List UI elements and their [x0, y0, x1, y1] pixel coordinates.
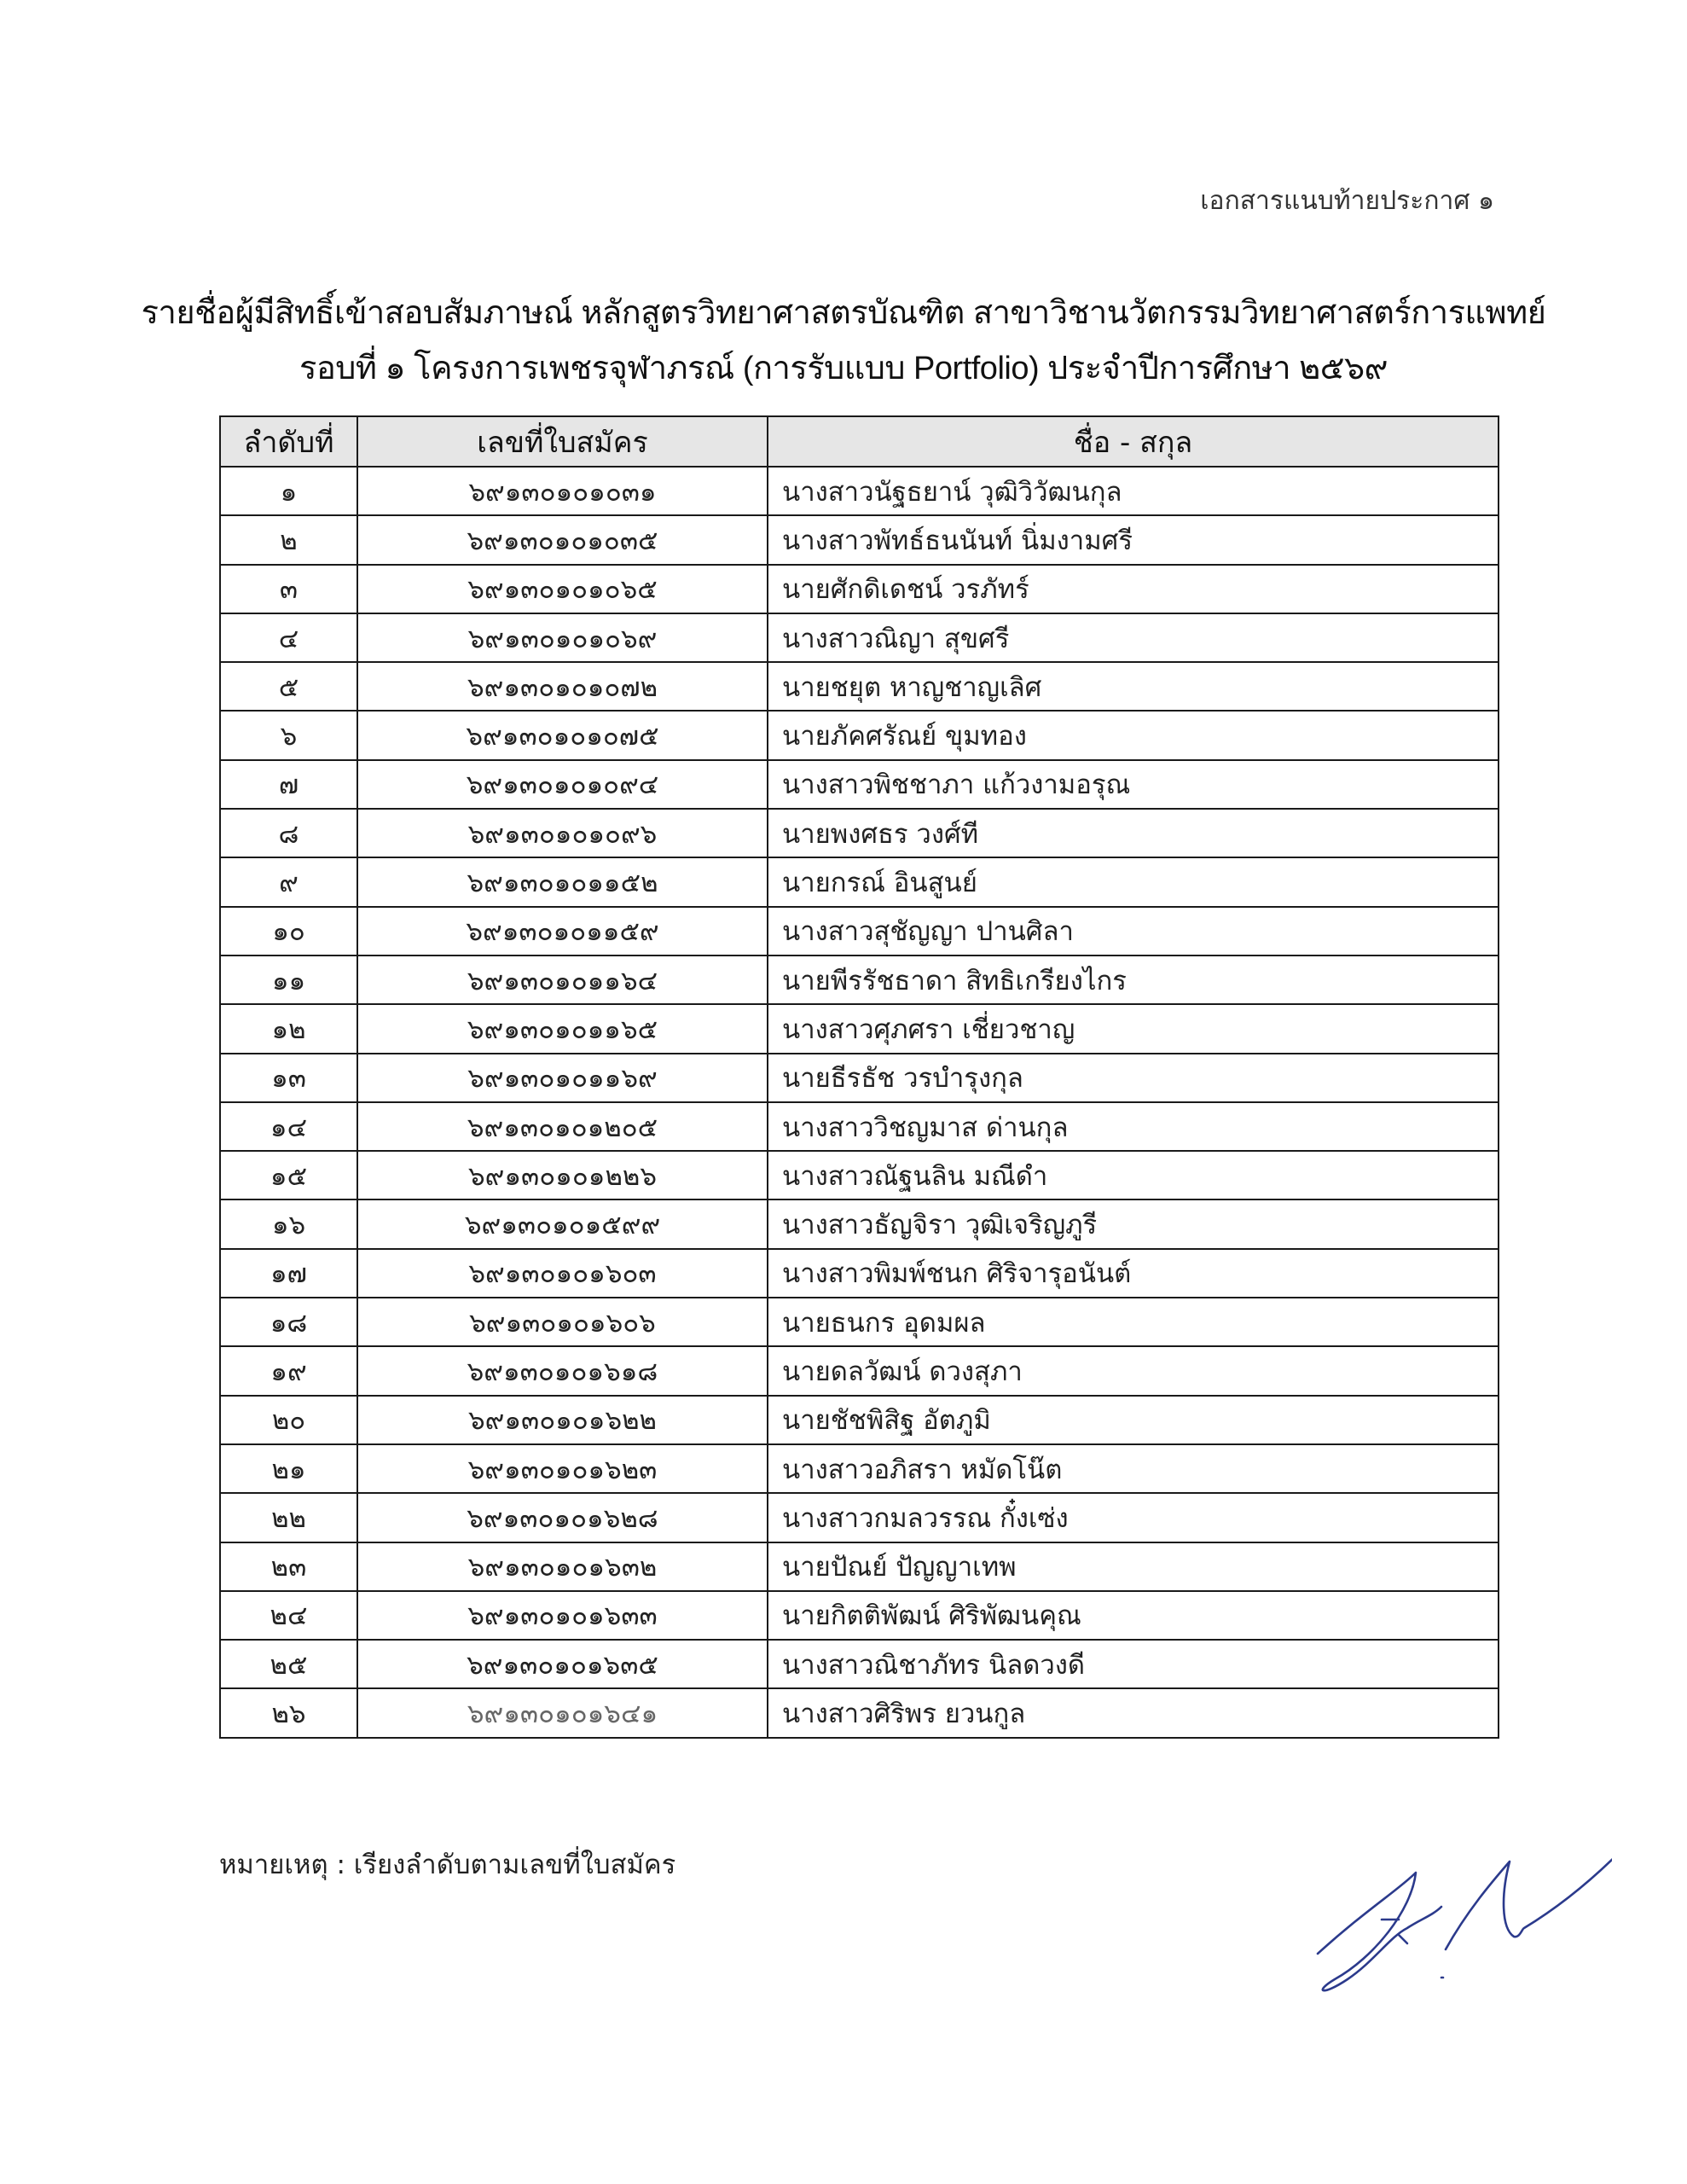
- order-cell: ๑๐: [220, 907, 357, 956]
- order-cell: ๒: [220, 515, 357, 564]
- table-row: [220, 1493, 1499, 1542]
- application-no-cell: ๖๙๑๓๐๑๐๑๖๓๒: [357, 1542, 768, 1591]
- order-cell: ๒๔: [220, 1591, 357, 1640]
- application-no-cell: ๖๙๑๓๐๑๐๑๐๗๕: [357, 711, 768, 759]
- full-name-cell: นายธีรธัช วรบำรุงกุล: [768, 1054, 1499, 1102]
- order-cell: ๔: [220, 613, 357, 662]
- full-name-cell: นายพีรรัชธาดา สิทธิเกรียงไกร: [768, 956, 1499, 1004]
- order-cell: ๑๔: [220, 1102, 357, 1151]
- table-row: [220, 1298, 1499, 1346]
- signature-image: [1271, 1809, 1612, 2013]
- table-row: [220, 1640, 1499, 1688]
- table-row: [220, 1054, 1499, 1102]
- application-no-cell: ๖๙๑๓๐๑๐๑๐๓๕: [357, 515, 768, 564]
- full-name-cell: นางสาวณิชาภัทร นิลดวงดี: [768, 1640, 1499, 1688]
- table-row: [220, 1444, 1499, 1493]
- candidate-table: [219, 415, 1499, 1739]
- order-cell: ๘: [220, 809, 357, 857]
- table-row: [220, 1688, 1499, 1737]
- table-row: [220, 1102, 1499, 1151]
- full-name-cell: นายดลวัฒน์ ดวงสุภา: [768, 1346, 1499, 1395]
- order-cell: ๙: [220, 857, 357, 906]
- order-cell: ๒๐: [220, 1396, 357, 1444]
- order-cell: ๑๗: [220, 1249, 357, 1298]
- full-name-cell: นางสาววิชญมาส ด่านกุล: [768, 1102, 1499, 1151]
- application-no-cell: ๖๙๑๓๐๑๐๑๐๗๒: [357, 662, 768, 711]
- signature-stroke: [1446, 1851, 1612, 1949]
- application-no-cell: ๖๙๑๓๐๑๐๑๒๒๖: [357, 1151, 768, 1199]
- table-row: [220, 711, 1499, 759]
- annex-label: เอกสารแนบท้ายประกาศ ๑: [1200, 186, 1494, 216]
- application-no-cell: ๖๙๑๓๐๑๐๑๒๐๕: [357, 1102, 768, 1151]
- table-row: [220, 613, 1499, 662]
- full-name-cell: นางสาวนัฐธยาน์ วุฒิวิวัฒนกุล: [768, 467, 1499, 515]
- order-cell: ๒๖: [220, 1688, 357, 1737]
- application-no-cell: ๖๙๑๓๐๑๐๑๐๙๖: [357, 809, 768, 857]
- table-row: [220, 467, 1499, 515]
- order-cell: ๒๕: [220, 1640, 357, 1688]
- order-cell: ๑๒: [220, 1004, 357, 1053]
- order-cell: ๒๑: [220, 1444, 357, 1493]
- table-row: [220, 662, 1499, 711]
- order-cell: ๑๘: [220, 1298, 357, 1346]
- full-name-cell: นางสาวพิชชาภา แก้วงามอรุณ: [768, 760, 1499, 809]
- full-name-cell: นายชยุต หาญชาญเลิศ: [768, 662, 1499, 711]
- full-name-cell: นางสาวณัฐนลิน มณีดำ: [768, 1151, 1499, 1199]
- application-no-cell: ๖๙๑๓๐๑๐๑๐๖๙: [357, 613, 768, 662]
- full-name-cell: นายศักดิเดชน์ วรภัทร์: [768, 565, 1499, 613]
- signature-stroke: [1318, 1873, 1441, 1990]
- footnote: หมายเหตุ : เรียงลำดับตามเลขที่ใบสมัคร: [219, 1850, 676, 1880]
- order-cell: ๑๓: [220, 1054, 357, 1102]
- order-cell: ๓: [220, 565, 357, 613]
- full-name-cell: นางสาวธัญจิรา วุฒิเจริญภูรี: [768, 1199, 1499, 1248]
- full-name-cell: นายชัชพิสิฐ อัตภูมิ: [768, 1396, 1499, 1444]
- order-cell: ๕: [220, 662, 357, 711]
- application-no-cell: ๖๙๑๓๐๑๐๑๖๓๓: [357, 1591, 768, 1640]
- application-no-cell: ๖๙๑๓๐๑๐๑๖๔๑: [357, 1688, 768, 1737]
- application-no-cell: ๖๙๑๓๐๑๐๑๖๑๘: [357, 1346, 768, 1395]
- table-row: [220, 1249, 1499, 1298]
- application-no-cell: ๖๙๑๓๐๑๐๑๖๓๕: [357, 1640, 768, 1688]
- full-name-cell: นางสาวณิญา สุขศรี: [768, 613, 1499, 662]
- application-no-cell: ๖๙๑๓๐๑๐๑๖๒๓: [357, 1444, 768, 1493]
- application-no-cell: ๖๙๑๓๐๑๐๑๑๖๕: [357, 1004, 768, 1053]
- document-title-line2: รอบที่ ๑ โครงการเพชรจุฬาภรณ์ (การรับแบบ Portfolio) ประจำปีการศึกษา ๒๕๖๙: [299, 351, 1388, 386]
- order-cell: ๑: [220, 467, 357, 515]
- full-name-cell: นางสาวสุชัญญา ปานศิลา: [768, 907, 1499, 956]
- full-name-cell: นายภัคศรัณย์ ขุมทอง: [768, 711, 1499, 759]
- full-name-cell: นายกรณ์ อินสูนย์: [768, 857, 1499, 906]
- full-name-cell: นายธนกร อุดมผล: [768, 1298, 1499, 1346]
- column-header-order: ลำดับที่: [220, 416, 357, 467]
- application-no-cell: ๖๙๑๓๐๑๐๑๑๕๙: [357, 907, 768, 956]
- full-name-cell: นางสาวอภิสรา หมัดโน๊ต: [768, 1444, 1499, 1493]
- document-title-line1: รายชื่อผู้มีสิทธิ์เข้าสอบสัมภาษณ์ หลักสูตรวิทยาศาสตรบัณฑิต สาขาวิชานวัตกรรมวิทยาศาสตร์การแพทย์: [141, 295, 1546, 331]
- full-name-cell: นางสาวศิริพร ยวนกูล: [768, 1688, 1499, 1737]
- table-row: [220, 1346, 1499, 1395]
- table-row: [220, 1396, 1499, 1444]
- table-row: [220, 1004, 1499, 1053]
- application-no-cell: ๖๙๑๓๐๑๐๑๖๐๓: [357, 1249, 768, 1298]
- order-cell: ๗: [220, 760, 357, 809]
- application-no-cell: ๖๙๑๓๐๑๐๑๐๙๔: [357, 760, 768, 809]
- application-no-cell: ๖๙๑๓๐๑๐๑๕๙๙: [357, 1199, 768, 1248]
- table-row: [220, 809, 1499, 857]
- table-row: [220, 907, 1499, 956]
- application-no-cell: ๖๙๑๓๐๑๐๑๐๖๕: [357, 565, 768, 613]
- order-cell: ๑๙: [220, 1346, 357, 1395]
- table-row: [220, 1591, 1499, 1640]
- application-no-cell: ๖๙๑๓๐๑๐๑๑๕๒: [357, 857, 768, 906]
- column-header-application-no: เลขที่ใบสมัคร: [357, 416, 768, 467]
- order-cell: ๑๕: [220, 1151, 357, 1199]
- full-name-cell: นางสาวศุภศรา เชี่ยวชาญ: [768, 1004, 1499, 1053]
- order-cell: ๒๓: [220, 1542, 357, 1591]
- application-no-cell: ๖๙๑๓๐๑๐๑๐๓๑: [357, 467, 768, 515]
- full-name-cell: นางสาวพิมพ์ชนก ศิริจารุอนันต์: [768, 1249, 1499, 1298]
- full-name-cell: นางสาวกมลวรรณ กั๋งเซ่ง: [768, 1493, 1499, 1542]
- table-row: [220, 1151, 1499, 1199]
- full-name-cell: นายพงศธร วงศ์ที: [768, 809, 1499, 857]
- order-cell: ๑๑: [220, 956, 357, 1004]
- order-cell: ๒๒: [220, 1493, 357, 1542]
- table-row: [220, 857, 1499, 906]
- table-header-row: [220, 416, 1499, 467]
- application-no-cell: ๖๙๑๓๐๑๐๑๖๐๖: [357, 1298, 768, 1346]
- order-cell: ๑๖: [220, 1199, 357, 1248]
- table-row: [220, 1199, 1499, 1248]
- table-row: [220, 956, 1499, 1004]
- table-row: [220, 760, 1499, 809]
- application-no-cell: ๖๙๑๓๐๑๐๑๖๒๒: [357, 1396, 768, 1444]
- full-name-cell: นางสาวพัทธ์ธนนันท์ นิ่มงามศรี: [768, 515, 1499, 564]
- table-row: [220, 515, 1499, 564]
- column-header-full-name: ชื่อ - สกุล: [768, 416, 1499, 467]
- application-no-cell: ๖๙๑๓๐๑๐๑๖๒๘: [357, 1493, 768, 1542]
- application-no-cell: ๖๙๑๓๐๑๐๑๑๖๙: [357, 1054, 768, 1102]
- table-row: [220, 1542, 1499, 1591]
- full-name-cell: นายกิตติพัฒน์ ศิริพัฒนคุณ: [768, 1591, 1499, 1640]
- order-cell: ๖: [220, 711, 357, 759]
- table-row: [220, 565, 1499, 613]
- application-no-cell: ๖๙๑๓๐๑๐๑๑๖๔: [357, 956, 768, 1004]
- full-name-cell: นายปัณย์ ปัญญาเทพ: [768, 1542, 1499, 1591]
